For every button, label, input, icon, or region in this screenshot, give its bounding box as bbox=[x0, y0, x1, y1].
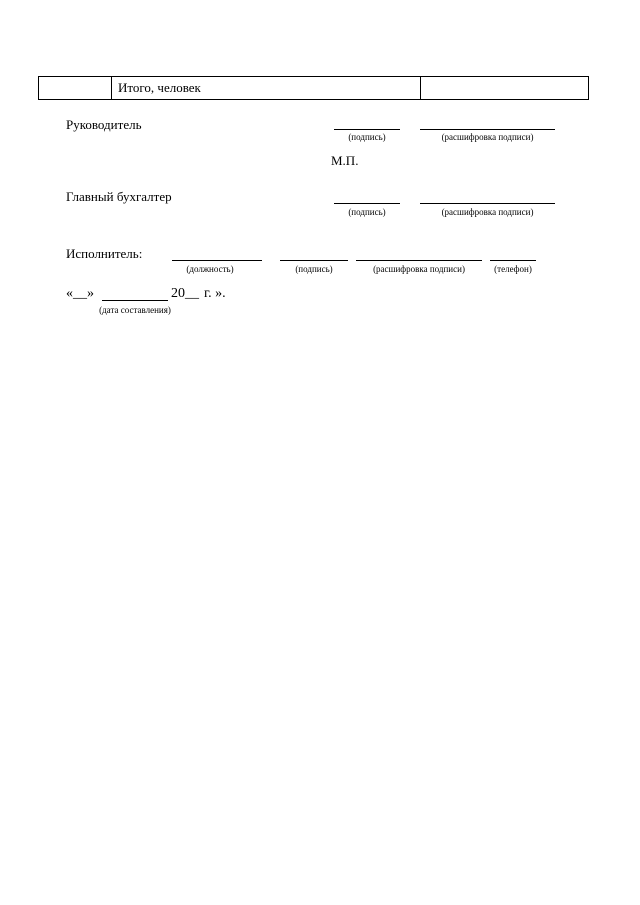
total-cell-label: Итого, человек bbox=[112, 77, 421, 100]
date-open-quote: «__» bbox=[66, 286, 94, 301]
chief-accountant-decoding-line bbox=[420, 203, 555, 204]
chief-accountant-signature-caption: (подпись) bbox=[348, 207, 386, 217]
chief-accountant-label: Главный бухгалтер bbox=[66, 189, 172, 204]
head-decoding-caption: (расшифровка подписи) bbox=[441, 132, 534, 142]
chief-accountant-decoding-caption: (расшифровка подписи) bbox=[441, 207, 534, 217]
executor-signature-caption: (подпись) bbox=[295, 264, 333, 274]
executor-phone-caption: (телефон) bbox=[494, 264, 532, 274]
stamp-label: М.П. bbox=[331, 153, 359, 168]
head-signature-caption: (подпись) bbox=[348, 132, 386, 142]
chief-accountant-signature-line bbox=[334, 203, 400, 204]
head-decoding-line bbox=[420, 129, 555, 130]
executor-decoding-caption: (расшифровка подписи) bbox=[373, 264, 465, 274]
executor-signature-line bbox=[280, 260, 348, 261]
total-cell-value bbox=[421, 77, 589, 100]
total-table bbox=[38, 76, 589, 100]
executor-label: Исполнитель: bbox=[66, 246, 143, 261]
date-year-prefix: 20__ bbox=[171, 286, 199, 301]
executor-decoding-line bbox=[356, 260, 482, 261]
total-row bbox=[39, 77, 589, 100]
date-month-line bbox=[102, 300, 168, 301]
date-caption: (дата составления) bbox=[99, 305, 171, 315]
executor-phone-line bbox=[490, 260, 536, 261]
executor-position-caption: (должность) bbox=[186, 264, 234, 274]
executor-position-line bbox=[172, 260, 262, 261]
head-label: Руководитель bbox=[66, 117, 142, 132]
head-signature-line bbox=[334, 129, 400, 130]
date-year-suffix: г. ». bbox=[204, 286, 226, 301]
total-cell-number bbox=[39, 77, 112, 100]
